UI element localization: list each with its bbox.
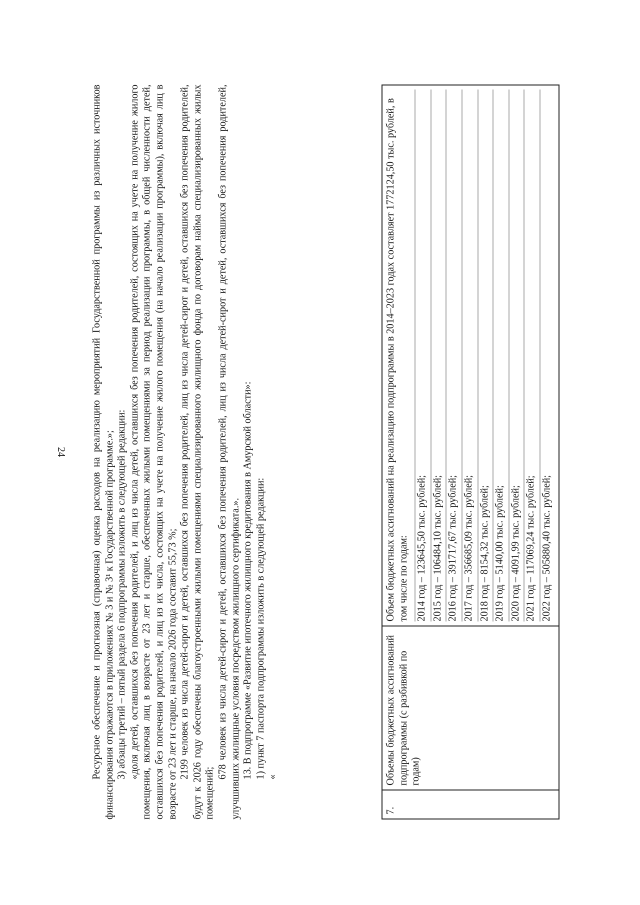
document-text xyxy=(92,85,380,820)
list-item: 2019 год – 5140,00 тыс. рублей; xyxy=(493,90,509,622)
list-item: 2021 год – 117069,24 тыс. рублей; xyxy=(524,90,540,622)
list-item: 2018 год – 8154,32 тыс. рублей; xyxy=(477,90,493,622)
funding-by-year-list xyxy=(415,90,555,622)
page-number: 24 xyxy=(55,447,66,457)
table-row xyxy=(382,85,559,819)
passport-table xyxy=(382,85,560,820)
paragraph-item-1: 1) пункт 7 паспорта подпрограммы изложить в следующей редакции: xyxy=(255,477,267,780)
list-item: 2016 год – 391717,67 тыс. рублей; xyxy=(446,90,462,622)
paragraph-section-13: 13. В подпрограмме «Развитие ипотечного жилищного кредитования в Амурской области»: xyxy=(242,381,254,780)
paragraph-678-people: 678 человек из числа детей-сирот и детей, оставшихся без попечения родителей, лиц из числа детей-сирот и детей, оставшихся без попечения родителей, улучшивших жилищные условия посредством жилищного сертификата.». xyxy=(217,84,242,820)
paragraph-2199-people: 2199 человек из числа детей-сирот и детей, оставшихся без попечения родителей, лиц из числа детей-сирот и детей, оставшихся без попечения родителей, будут к 2026 году обеспечены благоустроенными жилыми помещениями специализированного жилищного фонда по договорам найма специализированных жилых помещений; xyxy=(179,84,216,820)
list-item: 2020 год – 4091,99 тыс. рублей; xyxy=(508,90,524,622)
list-item: 2022 год – 505880,40 тыс. рублей; xyxy=(539,90,555,622)
paragraph-amendment-3: 3) абзацы третий – пятый раздела 6 подпрограммы изложить в следующей редакции: xyxy=(116,409,128,780)
opening-quote-mark: « xyxy=(267,774,279,780)
row-label-cell: Объемы бюджетных ассигнований подпрограммы (с разбивкой по годам) xyxy=(382,626,559,790)
rotated-document-body xyxy=(92,85,632,820)
paragraph-orphans-share: «доля детей, оставшихся без попечения родителей, и лиц из числа детей, оставшихся без попечения родителей, состоящих на учете на получение жилого помещения, включая лиц в возрасте от 23 лет и старше, обеспеченных жилыми помещениями за период реализации программы, в общей численности детей, оставшихся без попечения родителей, и лиц из их числа, состоящих на учете на получение жилого помещения (на начало реализации программы), включая лиц в возрасте от 23 лет и старше, на начало 2026 года составит 55,73 %; xyxy=(129,84,179,820)
paragraph-resource-support: Ресурсное обеспечение и прогнозная (справочная) оценка расходов на реализацию мероприятий Государственной программы из различных источников финансирования отражаются в приложениях № 3 и № 3¹ к Государственной программе.»; xyxy=(91,84,116,820)
row-number-cell: 7. xyxy=(382,790,559,819)
row-value-cell xyxy=(382,85,559,626)
funding-intro: Объем бюджетных ассигнований на реализацию подпрограммы в 2014–2023 годах составляет 1772124,50 тыс. рублей, в том числе по годам: xyxy=(385,98,410,622)
list-item: 2017 год – 356685,09 тыс. рублей; xyxy=(461,90,477,622)
list-item: 2014 год – 123645,50 тыс. рублей; xyxy=(415,90,431,622)
list-item: 2015 год – 106484,10 тыс. рублей; xyxy=(430,90,446,622)
